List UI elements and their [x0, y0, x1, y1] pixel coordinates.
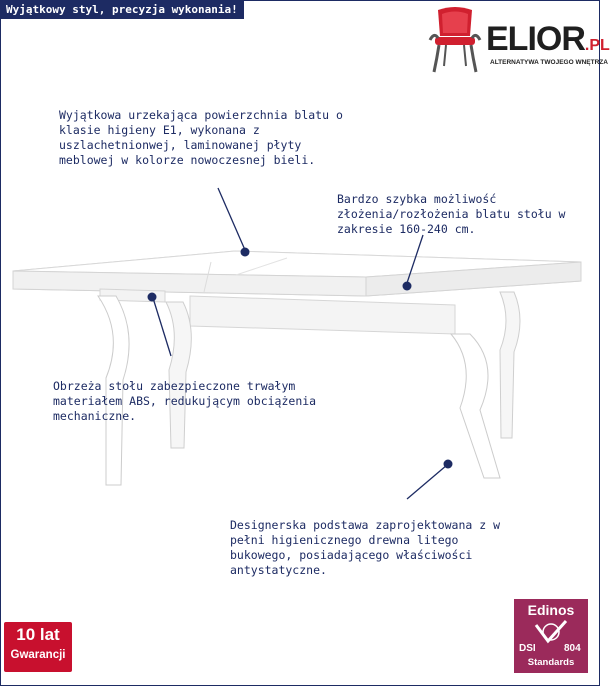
certificate-standard: DSI: [519, 643, 536, 654]
warranty-years: 10 lat: [16, 625, 60, 644]
callout-base: Designerska podstawa zaprojektowana z w pełni higienicznego drewna litego bukowego, posiadającego właściwości antystatyczne.: [230, 518, 501, 577]
certificate-number: 804: [564, 643, 581, 654]
callout-extension: Bardzo szybka możliwość złożenia/rozłożenia blatu stołu w zakresie 160-240 cm.: [337, 192, 566, 236]
brand-tagline: ALTERNATYWA TWOJEGO WNĘTRZA: [490, 59, 608, 66]
brand-suffix: .PL: [584, 37, 610, 54]
certificate-title: Edinos: [527, 602, 575, 618]
warranty-badge: [4, 622, 72, 672]
brand-name: ELIOR.PL: [486, 20, 610, 58]
warranty-label: Gwarancji: [10, 649, 66, 661]
certificate-subtitle: Standards: [527, 657, 575, 668]
callout-surface: Wyjątkowa urzekająca powierzchnia blatu o klasie higieny E1, wykonana z uszlachetnionwej, laminowanej płyty meblowej w kolorze nowoczesnej bieli.: [59, 108, 343, 167]
callout-edges: Obrzeża stołu zabezpieczone trwałym materiałem ABS, redukującym obciążenia mechaniczne.: [53, 379, 317, 423]
checkmark-icon: [534, 619, 568, 645]
header-tagline: Wyjątkowy styl, precyzja wykonania!: [6, 3, 238, 16]
certificate-badge: [514, 599, 588, 673]
